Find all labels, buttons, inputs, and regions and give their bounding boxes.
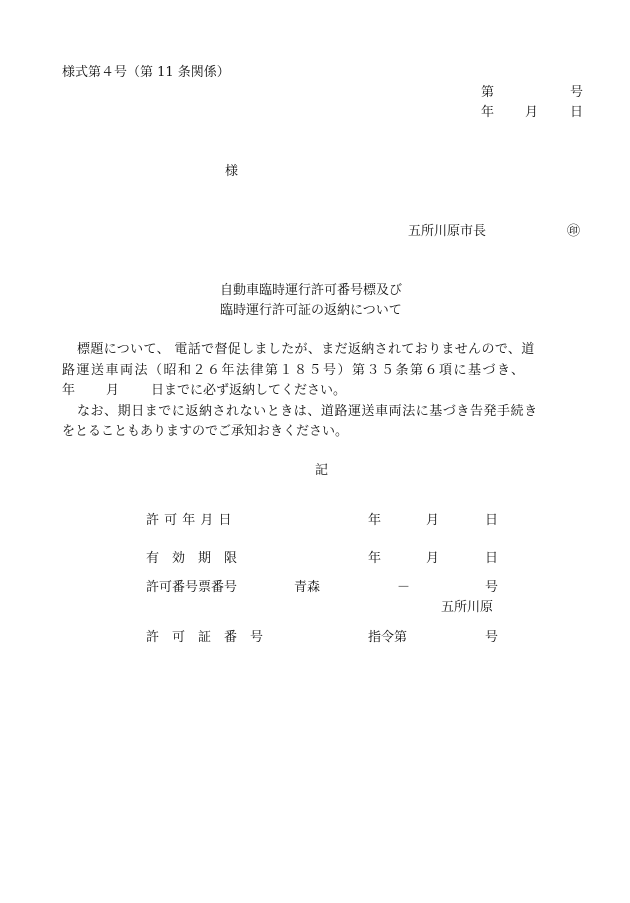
permit-date-month: 月 (426, 513, 440, 528)
form-number: 様式第４号（第 11 条関係） (62, 65, 230, 80)
permit-date-day: 日 (485, 513, 499, 528)
permit-date-label: 許 可 年 月 日 (146, 513, 233, 528)
issuer-name: 五所川原市長 (408, 224, 487, 239)
doc-number-prefix: 第 (481, 85, 495, 100)
ki-heading: 記 (315, 463, 329, 478)
validity-day: 日 (485, 551, 499, 566)
cert-number-prefix: 指令第 (368, 630, 408, 645)
seal-mark: ㊞ (567, 224, 581, 239)
plate-city: 五所川原 (441, 600, 494, 615)
title-line-2: 臨時運行許可証の返納について (220, 303, 402, 318)
body-para1-year: 年 (62, 383, 76, 398)
date-year: 年 (481, 105, 495, 120)
cert-number-label: 許 可 証 番 号 (146, 630, 264, 645)
plate-dash: － (397, 580, 411, 595)
body-para1-month: 月 (106, 383, 120, 398)
validity-month: 月 (426, 551, 440, 566)
doc-number-suffix: 号 (570, 85, 584, 100)
body-para1-deadline-text: 日までに必ず返納してください。 (151, 383, 347, 398)
date-month: 月 (525, 105, 539, 120)
title-line-1: 自動車臨時運行許可番号標及び (220, 283, 403, 298)
body-para1-line2: 路運送車両法（昭和２６年法律第１８５号）第３５条第６項に基づき、 (62, 363, 526, 378)
permit-date-year: 年 (368, 513, 382, 528)
body-para2-line1: なお、期日までに返納されないときは、道路運送車両法に基づき告発手続き (77, 404, 538, 419)
body-para1-line1: 標題について、 電話で督促しましたが、まだ返納されておりませんので、道 (77, 342, 535, 357)
plate-region: 青森 (294, 580, 321, 595)
validity-year: 年 (368, 551, 382, 566)
validity-label: 有 効 期 限 (146, 551, 238, 566)
addressee-honorific: 様 (225, 164, 239, 179)
body-para2-line2: をとることもありますのでご承知おきください。 (62, 424, 349, 439)
cert-number-suffix: 号 (485, 630, 499, 645)
plate-label: 許可番号票番号 (146, 580, 238, 595)
date-day: 日 (570, 105, 584, 120)
plate-suffix: 号 (485, 580, 499, 595)
